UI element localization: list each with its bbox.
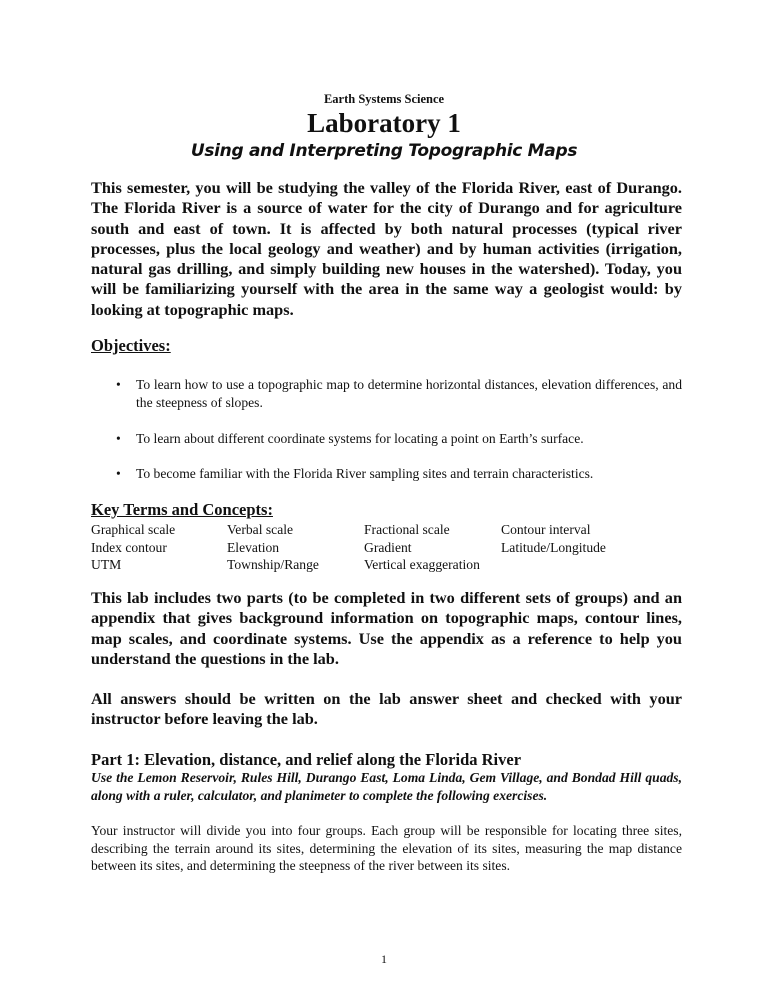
objectives-heading: Objectives:	[91, 336, 171, 355]
part1-instructions: Use the Lemon Reservoir, Rules Hill, Durango East, Loma Linda, Gem Village, and Bondad Hill quads, along with a ruler, calculator, and planimeter to complete the following exercises.	[91, 770, 682, 803]
lab-title: Laboratory 1	[307, 108, 461, 138]
key-terms-grid	[91, 521, 661, 574]
answers-note: All answers should be written on the lab answer sheet and checked with your instructor before leaving the lab.	[91, 689, 682, 729]
objective-item	[91, 376, 682, 412]
key-term: Gradient	[364, 539, 412, 555]
key-terms-heading: Key Terms and Concepts:	[91, 500, 273, 519]
bullet-icon: •	[116, 431, 121, 446]
part1-body: Your instructor will divide you into four groups. Each group will be responsible for locating three sites, describing the terrain around its sites, determining the elevation of its sites, measuring the map distance between its sites, and determining the steepness of the river between its sites.	[91, 823, 682, 874]
key-term: Verbal scale	[227, 522, 294, 537]
key-term: Graphical scale	[91, 522, 176, 537]
lab-parts-paragraph: This lab includes two parts (to be completed in two different sets of groups) and an appendix that gives background information on topographic maps, contour lines, map scales, and coordinate systems. Use the appendix as a reference to help you understand the questions in the lab.	[91, 588, 682, 668]
bullet-icon: •	[116, 466, 121, 481]
key-term: Vertical exaggeration	[364, 557, 480, 572]
key-term: Township/Range	[227, 557, 319, 572]
objective-item	[91, 465, 682, 483]
course-name: Earth Systems Science	[323, 92, 445, 106]
objectives-list	[91, 376, 682, 483]
key-term: Fractional scale	[364, 522, 450, 537]
intro-paragraph: This semester, you will be studying the valley of the Florida River, east of Durango. The Florida River is a source of water for the city of Durango and for agriculture south and east of town. It is affected by both natural processes (typical river processes, plus the local geology and weather) and by human activities (irrigation, natural gas drilling, and simply building new houses in the watershed). Today, you will be familiarizing yourself with the area in the same way a geologist would: by looking at topographic maps.	[91, 178, 682, 319]
part1-title: Part 1: Elevation, distance, and relief along the Florida River	[91, 750, 522, 769]
key-term: UTM	[91, 557, 122, 572]
key-term: Index contour	[91, 539, 167, 555]
page-number: 1	[381, 952, 387, 966]
objective-text: To learn how to use a topographic map to determine horizontal distances, elevation differences, and the steepness of slopes.	[136, 377, 682, 410]
bullet-icon: •	[116, 377, 121, 392]
key-term: Elevation	[227, 539, 280, 555]
objective-text: To learn about different coordinate systems for locating a point on Earth’s surface.	[136, 431, 584, 446]
objective-text: To become familiar with the Florida River sampling sites and terrain characteristics.	[136, 466, 594, 481]
key-term: Latitude/Longitude	[501, 539, 606, 555]
lab-subtitle: Using and Interpreting Topographic Maps	[190, 141, 578, 161]
key-term: Contour interval	[501, 522, 591, 537]
objective-item	[91, 430, 682, 448]
